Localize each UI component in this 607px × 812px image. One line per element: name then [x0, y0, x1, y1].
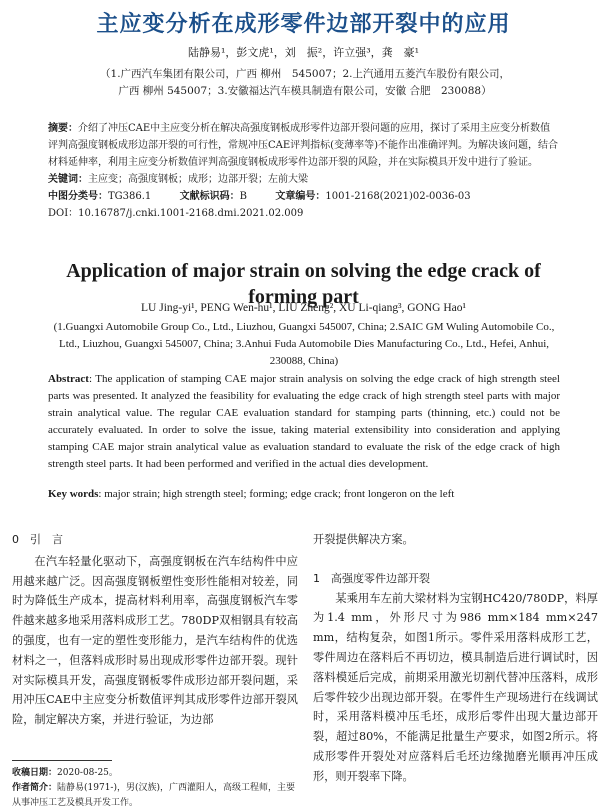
keywords-en [48, 488, 560, 500]
keywords-zh-label: 关键词： [48, 174, 88, 185]
footnote-author-label: 作者简介： [12, 783, 58, 793]
abstract-zh [48, 120, 560, 171]
section-1-heading: 1 高强度零件边部开裂 [313, 571, 430, 585]
footnotes [12, 766, 298, 811]
doc-code-value: B [239, 191, 248, 202]
abstract-zh-block [48, 120, 560, 222]
affiliation-zh-line: 广西 柳州 545007；3.安徽福达汽车模具制造有限公司，安徽 合肥 230088） [118, 85, 492, 97]
footnote-author-value: 陆静易(1971-)，男(汉族)，广西灌阳人，高级工程师，主要从事冲压工艺及模具开发工作。 [12, 783, 296, 808]
keywords-en-label: Key words [48, 488, 99, 500]
footnote-received-value: 2020-08-25。 [57, 768, 118, 778]
section-0-heading: 0 引 言 [12, 533, 63, 546]
authors-en: LU Jing-yi¹, PENG Wen-hu¹, LIU Zheng², XU Li-qiang³, GONG Hao¹ [141, 302, 466, 314]
abstract-zh-label: 摘要： [48, 123, 78, 134]
footnote-author [12, 781, 298, 811]
clc-label: 中图分类号： [48, 191, 108, 202]
title-zh: 主应变分析在成形零件边部开裂中的应用 [96, 12, 511, 37]
affiliation-en: (1.Guangxi Automobile Group Co., Ltd., Liuzhou, Guangxi 545007, China; 2.SAIC GM Wuling Automobile Co., Ltd., Liuzhou, Guangxi 545007, China; 3.Anhui Fuda Automobile Dies Manufacturing Co., Ltd., Hefei, Anhui, 230088, China) [53, 321, 555, 367]
keywords-zh-text: 主应变；高强度钢板；成形；边部开裂；左前大梁 [88, 174, 308, 185]
abstract-zh-text: 介绍了冲压CAE中主应变分析在解决高强度钢板成形零件边部开裂问题的应用，探讨了采用主应变分析数值评判高强度钢板成形边部开裂的可行性，常规冲压CAE评判指标(变薄率等)不能作出准确评判。为解决该问题，结合材料延伸率，利用主应变分析数值评判高强度钢板成形零件边部开裂的风险，并在实际模具开发中进行了验证。 [48, 123, 558, 168]
keywords-zh [48, 171, 560, 188]
authors-zh: 陆静易¹，彭文虎¹，刘 振²，许立强³，龚 豪¹ [187, 46, 420, 59]
right-column [313, 530, 598, 787]
abstract-en [48, 371, 560, 473]
intro-paragraph: 在汽车轻量化驱动下，高强度钢板在汽车结构件中应用越来越广泛。因高强度钢板塑性变形性能相对较差，同时为降低生产成本，提高材料利用率，高强度钢板汽车零件越来越多地采用落料成形工艺。780DP双相钢具有较高的强度，也有一定的塑性变形能力，是汽车结构件的优选材料之一，但落料成形时易出现成形零件边部开裂。现针对实际模具开发，高强度钢板零件成形边部开裂问题，采用冲压CAE中主应变分析数值评判其成形零件边部开裂风险，制定解决方案，并进行验证，为边部 [12, 554, 298, 727]
classification-line [48, 188, 560, 205]
clc-value: TG386.1 [108, 191, 152, 202]
affiliation-zh [40, 66, 570, 100]
doc-code-label: 文献标识码： [179, 191, 240, 202]
abstract-en-text: : The application of stamping CAE major strain analysis on solving the edge crack of high strength steel parts was presented. It analyzed the feasibility for evaluating the edge crack of high strength steel parts with major strain analytical value. The regular CAE evaluation standard for stamping parts (thinning, etc.) could not be accurately evaluated. In order to solve the issue, taking material extensibility into consideration and applying stamping CAE major strain analytical value as evaluation standard to evaluate the risk of the edge crack of high strength steel parts. It had been performed and verified in the actual dies development. [48, 373, 560, 470]
left-column [12, 530, 298, 730]
abstract-en-label: Abstract [48, 373, 89, 385]
keywords-en-text: : major strain; high strength steel; forming; edge crack; front longeron on the left [98, 488, 455, 500]
affiliation-zh-line: （1.广西汽车集团有限公司，广西 柳州 545007；2.上汽通用五菱汽车股份有限公司， [100, 68, 510, 80]
article-no-label: 文章编号： [275, 191, 326, 202]
footnote-received-label: 收稿日期： [12, 768, 58, 778]
doi: DOI：10.16787/j.cnki.1001-2168.dmi.2021.02.009 [48, 208, 304, 219]
section-1-paragraph: 某乘用车左前大梁材料为宝钢HC420/780DP，料厚为1.4 mm，外形尺寸为986 mm×184 mm×247 mm，结构复杂，如图1所示。零件采用落料成形工艺，零件周边在落料后不再切边，模具制造后进行调试时，因落料模延后完成，前期采用激光切割代替冲压落料，成形后零件较少出现边部开裂。在零件生产现场进行在线调试时，采用落料模冲压毛坯，成形后零件出现大量边部开裂，超过80%，不能满足批量生产要求，如图2所示。将成形零件开裂处对应落料后毛坯边缘抛磨光顺再冲压成形，则开裂率下降。 [313, 591, 598, 783]
title-en: Application of major strain on solving the edge crack of forming part [66, 260, 541, 308]
footnote-received [12, 766, 298, 781]
footnote-rule [12, 760, 112, 761]
article-no-value: 1001-2168(2021)02-0036-03 [325, 191, 471, 202]
right-continuation: 开裂提供解决方案。 [313, 533, 414, 546]
